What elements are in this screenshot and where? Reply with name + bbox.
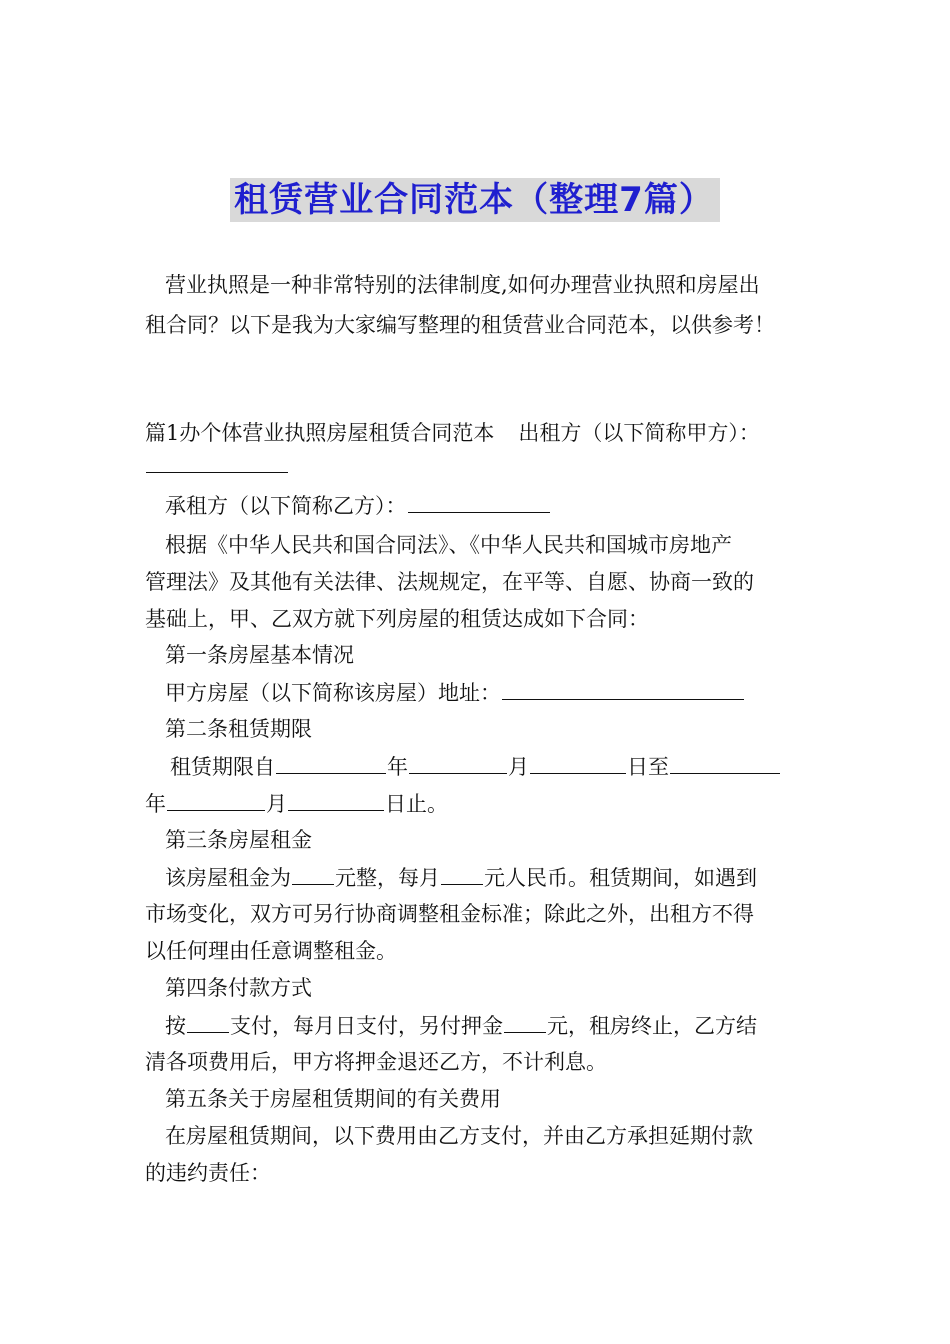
article-2-line-2 (145, 788, 810, 819)
basis-line-3: 基础上，甲、乙双方就下列房屋的租赁达成如下合同： (145, 607, 649, 631)
start-year-blank (276, 751, 386, 774)
article-3-title: 第三条房屋租金 (165, 828, 312, 852)
day-to-label: 日至 (627, 755, 669, 779)
term-start-label: 租赁期限自 (170, 755, 275, 779)
article-5-line-1: 在房屋租赁期间，以下费用由乙方支付，并由乙方承担延期付款 (165, 1124, 753, 1148)
deposit-label: 支付，每月日支付，另付押金 (230, 1014, 503, 1038)
article-1-text: 甲方房屋（以下简称该房屋）地址： (165, 681, 501, 705)
end-month-label: 月 (266, 792, 287, 816)
end-year-label: 年 (145, 792, 166, 816)
section-heading-line (145, 418, 810, 448)
article-3-line-3: 以任何理由任意调整租金。 (145, 939, 397, 963)
article-5-line-2: 的违约责任： (145, 1161, 271, 1185)
payment-label: 按 (165, 1014, 186, 1038)
lessee-line (165, 490, 830, 521)
article-5-title: 第五条关于房屋租赁期间的有关费用 (165, 1087, 501, 1111)
article-4-title: 第四条付款方式 (165, 976, 312, 1000)
section-heading: 篇1办个体营业执照房屋租赁合同范本 (145, 421, 495, 445)
start-day-blank (530, 751, 626, 774)
payment-period-blank (187, 1010, 229, 1033)
end-year-blank (670, 751, 780, 774)
lessee-label: 承租方（以下简称乙方）： (165, 494, 407, 518)
end-day-blank (288, 788, 384, 811)
article-2-line-1 (170, 751, 835, 782)
lessor-blank-line (145, 450, 810, 481)
end-month-blank (167, 788, 265, 811)
article-1-text-line (165, 677, 830, 708)
basis-line-1: 根据《中华人民共和国合同法》、《中华人民共和国城市房地产 (165, 533, 732, 557)
year-label: 年 (387, 755, 408, 779)
lessor-blank (146, 450, 288, 473)
basis-line-2: 管理法》及其他有关法律、法规规定，在平等、自愿、协商一致的 (145, 570, 754, 594)
monthly-amount-blank (441, 862, 483, 885)
rent-label: 该房屋租金为 (165, 866, 291, 890)
article-4-line-1 (165, 1010, 830, 1041)
intro-line-1: 营业执照是一种非常特别的法律制度,如何办理营业执照和房屋出 (165, 273, 760, 297)
rent-currency-label: 元人民币。租赁期间，如遇到 (484, 866, 757, 890)
article-3-line-2: 市场变化，双方可另行协商调整租金标准；除此之外，出租方不得 (145, 902, 754, 926)
address-blank (502, 677, 744, 700)
intro-line-2: 租合同？以下是我为大家编写整理的租赁营业合同范本，以供参考！ (145, 313, 775, 337)
start-month-blank (409, 751, 507, 774)
article-4-line-2: 清各项费用后，甲方将押金退还乙方，不计利息。 (145, 1050, 607, 1074)
lessee-blank (408, 490, 550, 513)
rent-monthly-label: 元整，每月 (335, 866, 440, 890)
rent-amount-blank (292, 862, 334, 885)
month-label: 月 (508, 755, 529, 779)
term-end-label: 日止。 (385, 792, 448, 816)
title-container (0, 178, 950, 222)
lessor-label: 出租方（以下简称甲方）： (518, 421, 760, 445)
page-title: 租赁营业合同范本（整理7篇） (230, 178, 720, 222)
article-3-line-1 (165, 862, 830, 893)
deposit-amount-blank (504, 1010, 546, 1033)
article-1-title: 第一条房屋基本情况 (165, 643, 354, 667)
termination-label: 元，租房终止，乙方结 (547, 1014, 757, 1038)
article-2-title: 第二条租赁期限 (165, 717, 312, 741)
